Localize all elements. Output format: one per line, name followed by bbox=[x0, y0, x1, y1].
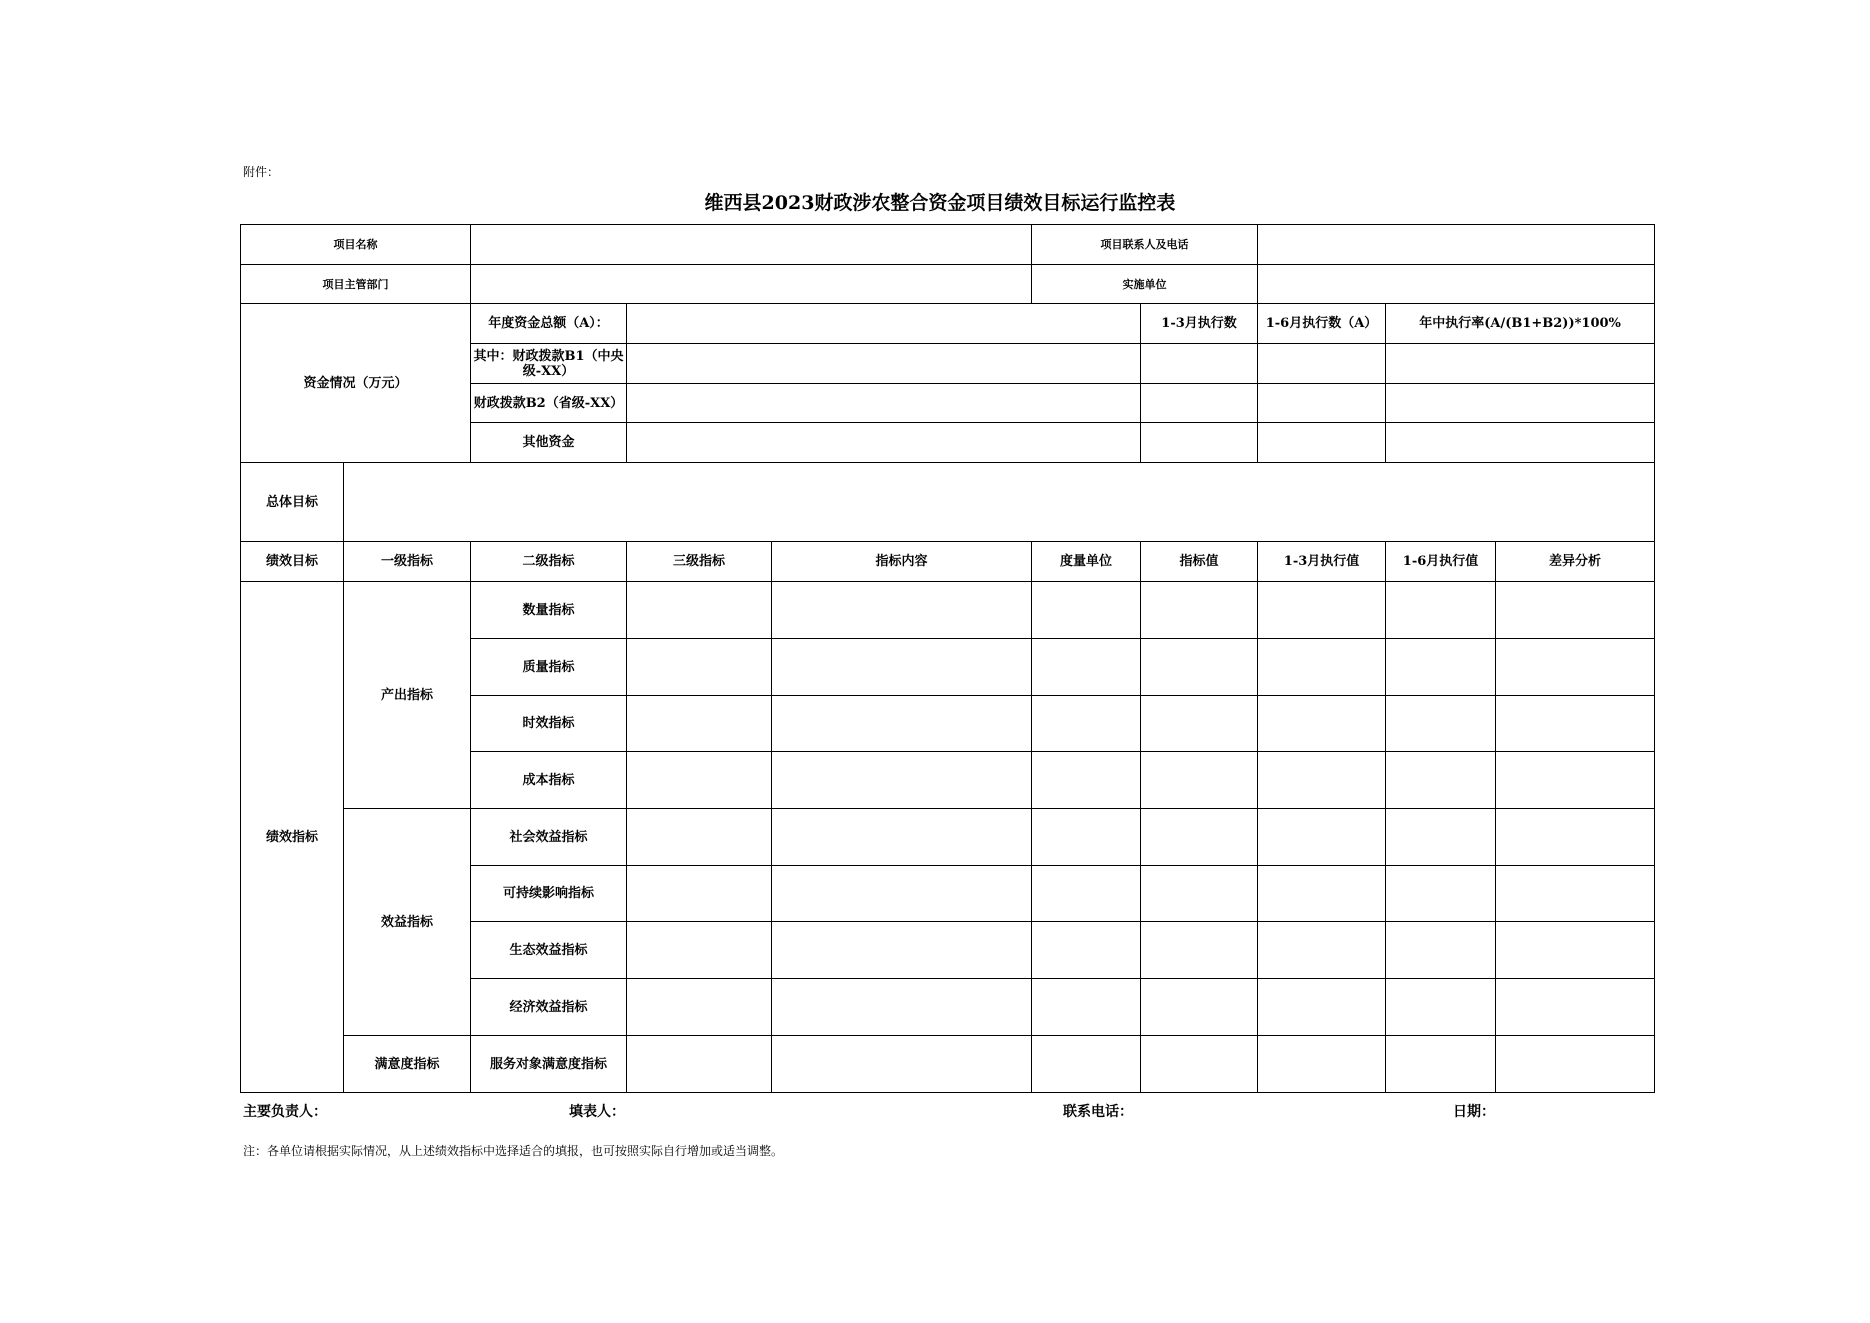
level2-social: 社会效益指标 bbox=[471, 809, 627, 866]
cell-input[interactable] bbox=[1386, 752, 1496, 809]
cell-input[interactable] bbox=[1258, 752, 1386, 809]
info-row-1 bbox=[241, 225, 1655, 265]
cell-input[interactable] bbox=[1141, 979, 1258, 1036]
level2-cost: 成本指标 bbox=[471, 752, 627, 809]
cell-input[interactable] bbox=[1386, 979, 1496, 1036]
cell-input[interactable] bbox=[1032, 639, 1141, 696]
info-row-2 bbox=[241, 265, 1655, 304]
cell-input[interactable] bbox=[1032, 752, 1141, 809]
form-title: 维西县2023财政涉农整合资金项目绩效目标运行监控表 bbox=[704, 192, 1176, 214]
implementer-label: 实施单位 bbox=[1032, 265, 1258, 304]
cell-input[interactable] bbox=[772, 582, 1032, 639]
cell-input[interactable] bbox=[1141, 752, 1258, 809]
cell-input[interactable] bbox=[1258, 1036, 1386, 1093]
cell-input[interactable] bbox=[1141, 696, 1258, 752]
cell-input[interactable] bbox=[1258, 979, 1386, 1036]
total-funds-label: 年度资金总额（A）： bbox=[471, 304, 627, 344]
contact-label: 项目联系人及电话 bbox=[1032, 225, 1258, 265]
indicator-header-row bbox=[241, 542, 1655, 582]
cell-input[interactable] bbox=[772, 922, 1032, 979]
cell-input[interactable] bbox=[1032, 1036, 1141, 1093]
department-field[interactable] bbox=[471, 265, 1032, 304]
cell-input[interactable] bbox=[1386, 582, 1496, 639]
cell-input[interactable] bbox=[1258, 922, 1386, 979]
cell-input[interactable] bbox=[627, 639, 772, 696]
footer-filler: 填表人： bbox=[569, 1104, 625, 1120]
project-name-label: 项目名称 bbox=[241, 225, 471, 265]
cell-input[interactable] bbox=[1032, 696, 1141, 752]
h1-exec-label: 1-6月执行数（A） bbox=[1258, 304, 1386, 344]
cell-input[interactable] bbox=[1496, 752, 1655, 809]
attachment-label: 附件： bbox=[243, 165, 280, 179]
cell-input[interactable] bbox=[1141, 809, 1258, 866]
department-label: 项目主管部门 bbox=[241, 265, 471, 304]
b2-rate-field[interactable] bbox=[1386, 384, 1655, 423]
cell-input[interactable] bbox=[1258, 639, 1386, 696]
cell-input[interactable] bbox=[1032, 866, 1141, 922]
cell-input[interactable] bbox=[1258, 866, 1386, 922]
header-h1-value: 1-6月执行值 bbox=[1386, 542, 1496, 582]
project-name-field[interactable] bbox=[471, 225, 1032, 265]
cell-input[interactable] bbox=[627, 979, 772, 1036]
contact-field[interactable] bbox=[1258, 225, 1655, 265]
cell-input[interactable] bbox=[1386, 922, 1496, 979]
other-h1-field[interactable] bbox=[1258, 423, 1386, 463]
monitoring-table bbox=[240, 224, 1655, 1093]
cell-input[interactable] bbox=[1141, 922, 1258, 979]
funds-row-total bbox=[241, 304, 1655, 344]
cell-input[interactable] bbox=[627, 696, 772, 752]
cell-input[interactable] bbox=[1386, 809, 1496, 866]
cell-input[interactable] bbox=[1141, 639, 1258, 696]
header-content: 指标内容 bbox=[772, 542, 1032, 582]
cell-input[interactable] bbox=[627, 809, 772, 866]
cell-input[interactable] bbox=[1032, 582, 1141, 639]
cell-input[interactable] bbox=[1496, 979, 1655, 1036]
cell-input[interactable] bbox=[772, 752, 1032, 809]
cell-input[interactable] bbox=[1386, 639, 1496, 696]
indicator-row bbox=[241, 1036, 1655, 1093]
cell-input[interactable] bbox=[627, 1036, 772, 1093]
cell-input[interactable] bbox=[1496, 582, 1655, 639]
cell-input[interactable] bbox=[1032, 979, 1141, 1036]
b2-q1-field[interactable] bbox=[1141, 384, 1258, 423]
b1-amount-field[interactable] bbox=[627, 344, 1141, 384]
level2-quality: 质量指标 bbox=[471, 639, 627, 696]
other-q1-field[interactable] bbox=[1141, 423, 1258, 463]
cell-input[interactable] bbox=[627, 922, 772, 979]
overall-goal-row bbox=[241, 463, 1655, 542]
cell-input[interactable] bbox=[1032, 922, 1141, 979]
other-funds-label: 其他资金 bbox=[471, 423, 627, 463]
other-amount-field[interactable] bbox=[627, 423, 1141, 463]
header-level1: 一级指标 bbox=[344, 542, 471, 582]
b1-q1-field[interactable] bbox=[1141, 344, 1258, 384]
level2-quantity: 数量指标 bbox=[471, 582, 627, 639]
cell-input[interactable] bbox=[1141, 866, 1258, 922]
cell-input[interactable] bbox=[772, 1036, 1032, 1093]
cell-input[interactable] bbox=[1496, 922, 1655, 979]
overall-goal-label: 总体目标 bbox=[241, 463, 344, 542]
header-level2: 二级指标 bbox=[471, 542, 627, 582]
perf-indicators-label: 绩效指标 bbox=[241, 582, 344, 1093]
cell-input[interactable] bbox=[1141, 582, 1258, 639]
level2-client-satisfaction: 服务对象满意度指标 bbox=[471, 1036, 627, 1093]
cell-input[interactable] bbox=[1496, 866, 1655, 922]
header-q1-value: 1-3月执行值 bbox=[1258, 542, 1386, 582]
b2-h1-field[interactable] bbox=[1258, 384, 1386, 423]
header-variance: 差异分析 bbox=[1496, 542, 1655, 582]
footer-date: 日期： bbox=[1453, 1104, 1495, 1120]
level2-economic: 经济效益指标 bbox=[471, 979, 627, 1036]
level2-sustainable: 可持续影响指标 bbox=[471, 866, 627, 922]
b1-label: 其中：财政拨款B1（中央级-XX） bbox=[471, 344, 627, 384]
cell-input[interactable] bbox=[1496, 639, 1655, 696]
cell-input[interactable] bbox=[772, 696, 1032, 752]
overall-goal-field[interactable] bbox=[344, 463, 1655, 542]
header-unit: 度量单位 bbox=[1032, 542, 1141, 582]
cell-input[interactable] bbox=[1258, 582, 1386, 639]
funds-section-label: 资金情况（万元） bbox=[241, 304, 471, 463]
indicator-row bbox=[241, 582, 1655, 639]
cell-input[interactable] bbox=[1496, 696, 1655, 752]
cell-input[interactable] bbox=[772, 639, 1032, 696]
level1-output: 产出指标 bbox=[344, 582, 471, 809]
footer-phone: 联系电话： bbox=[1063, 1104, 1133, 1120]
level2-ecological: 生态效益指标 bbox=[471, 922, 627, 979]
footer-leader: 主要负责人： bbox=[243, 1104, 327, 1120]
cell-input[interactable] bbox=[627, 752, 772, 809]
level1-satisfaction: 满意度指标 bbox=[344, 1036, 471, 1093]
header-value: 指标值 bbox=[1141, 542, 1258, 582]
other-rate-field[interactable] bbox=[1386, 423, 1655, 463]
cell-input[interactable] bbox=[1496, 1036, 1655, 1093]
cell-input[interactable] bbox=[1386, 1036, 1496, 1093]
cell-input[interactable] bbox=[1496, 809, 1655, 866]
cell-input[interactable] bbox=[1386, 696, 1496, 752]
b2-label: 财政拨款B2（省级-XX） bbox=[471, 384, 627, 423]
cell-input[interactable] bbox=[1258, 809, 1386, 866]
level2-timeliness: 时效指标 bbox=[471, 696, 627, 752]
cell-input[interactable] bbox=[627, 866, 772, 922]
implementer-field[interactable] bbox=[1258, 265, 1655, 304]
cell-input[interactable] bbox=[627, 582, 772, 639]
cell-input[interactable] bbox=[1258, 696, 1386, 752]
cell-input[interactable] bbox=[772, 809, 1032, 866]
cell-input[interactable] bbox=[1386, 866, 1496, 922]
header-perf-goal: 绩效目标 bbox=[241, 542, 344, 582]
cell-input[interactable] bbox=[1032, 809, 1141, 866]
cell-input[interactable] bbox=[1141, 1036, 1258, 1093]
indicator-row bbox=[241, 809, 1655, 866]
b1-h1-field[interactable] bbox=[1258, 344, 1386, 384]
b1-rate-field[interactable] bbox=[1386, 344, 1655, 384]
midyear-rate-label: 年中执行率(A/(B1+B2))*100% bbox=[1386, 304, 1655, 344]
level1-benefit: 效益指标 bbox=[344, 809, 471, 1036]
total-funds-field[interactable] bbox=[627, 304, 1141, 344]
q1-exec-label: 1-3月执行数 bbox=[1141, 304, 1258, 344]
header-level3: 三级指标 bbox=[627, 542, 772, 582]
footnote: 注：各单位请根据实际情况，从上述绩效指标中选择适合的填报，也可按照实际自行增加或适当调整。 bbox=[243, 1144, 784, 1158]
cell-input[interactable] bbox=[772, 979, 1032, 1036]
b2-amount-field[interactable] bbox=[627, 384, 1141, 423]
cell-input[interactable] bbox=[772, 866, 1032, 922]
